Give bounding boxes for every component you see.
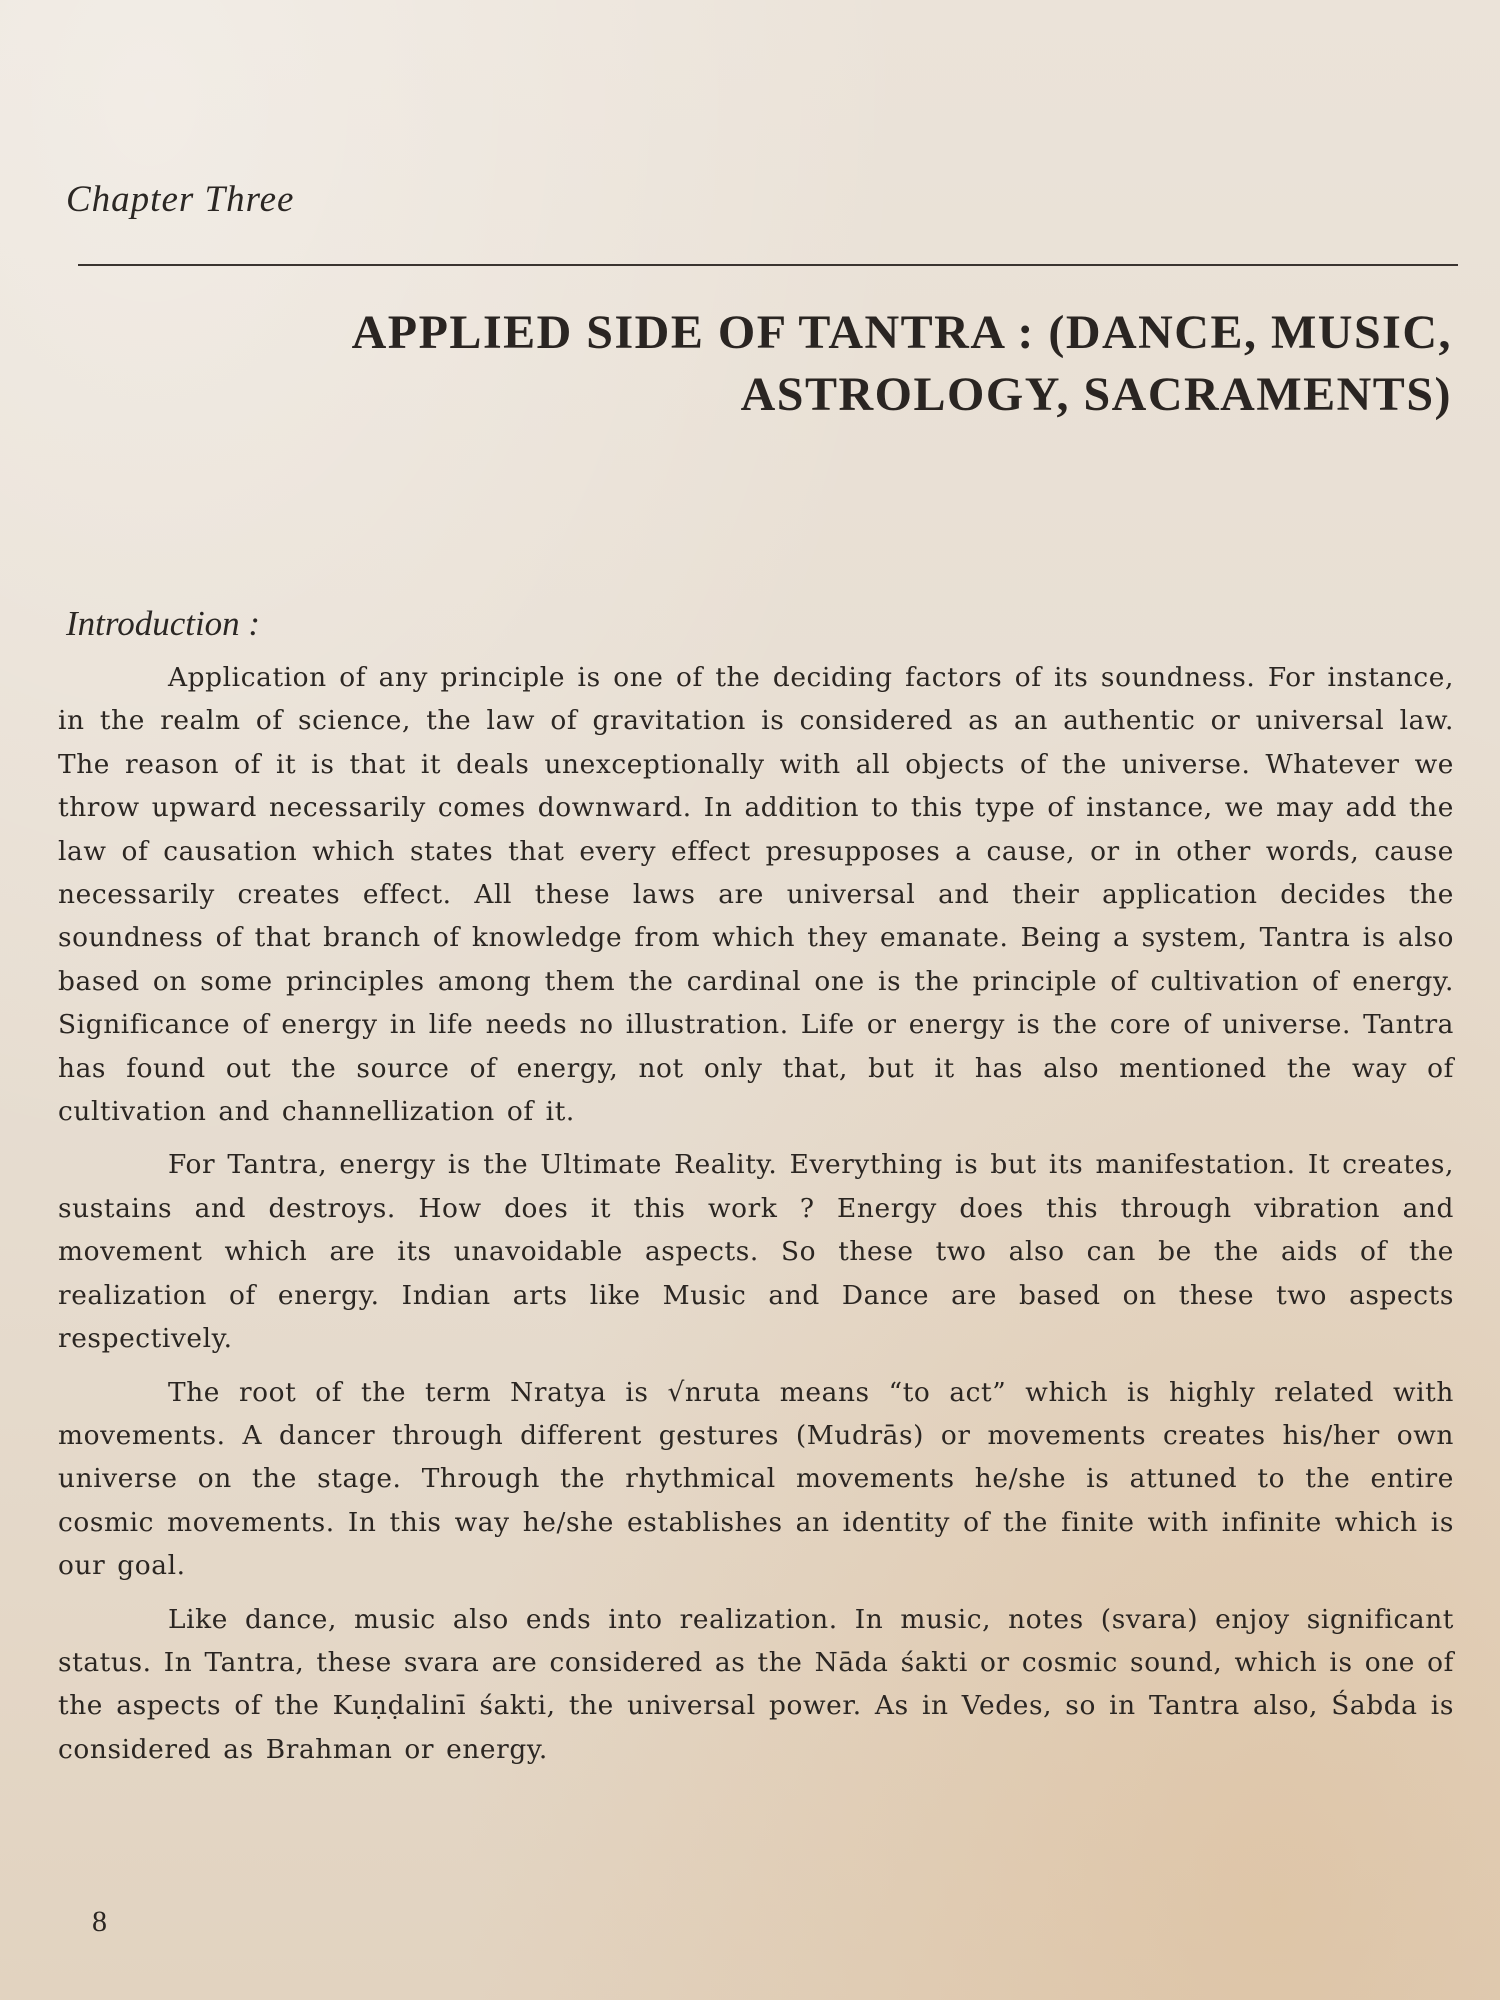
section-heading: Introduction : [66, 604, 261, 643]
paragraph-3: The root of the term Nratya is √nruta means “to act” which is highly related with movements. A dancer through different gestures (Mudrās) or movements creates his/her own universe on the stage. Through the rhythmical movements he/she is attuned to the entire cosmic movements. In this way he/she establishes an identity of the finite with infinite which is our goal. [58, 1376, 1454, 1582]
chapter-title-line-2: ASTROLOGY, SACRAMENTS) [740, 368, 1452, 421]
body-text [58, 656, 1454, 1781]
page-number: 8 [92, 1905, 107, 1938]
chapter-title [72, 302, 1452, 426]
paragraph-2: For Tantra, energy is the Ultimate Reality. Everything is but its manifestation. It creates, sustains and destroys. How does it this work ? Energy does this through vibration and movement which are its unavoidable aspects. So these two also can be the aids of the realization of energy. Indian arts like Music and Dance are based on these two aspects respectively. [58, 1149, 1454, 1355]
paragraph-4: Like dance, music also ends into realization. In music, notes (svara) enjoy significant status. In Tantra, these svara are considered as the Nāda śakti or cosmic sound, which is one of the aspects of the Kuṇḍalinī śakti, the universal power. As in Vedes, so in Tantra also, Śabda is considered as Brahman or energy. [58, 1603, 1454, 1765]
chapter-title-line-1: APPLIED SIDE OF TANTRA : (DANCE, MUSIC, [351, 306, 1452, 359]
paragraph-1: Application of any principle is one of the deciding factors of its soundness. For instance, in the realm of science, the law of gravitation is considered as an authentic or universal law. The reason of it is that it deals unexceptionally with all objects of the universe. Whatever we throw upward necessarily comes downward. In addition to this type of instance, we may add the law of causation which states that every effect presupposes a cause, or in other words, cause necessarily creates effect. All these laws are universal and their application decides the soundness of that branch of knowledge from which they emanate. Being a system, Tantra is also based on some principles among them the cardinal one is the principle of cultivation of energy. Significance of energy in life needs no illustration. Life or energy is the core of universe. Tantra has found out the source of energy, not only that, but it has also mentioned the way of cultivation and channellization of it. [58, 662, 1454, 1128]
chapter-label: Chapter Three [66, 179, 295, 220]
header-rule [78, 264, 1458, 266]
